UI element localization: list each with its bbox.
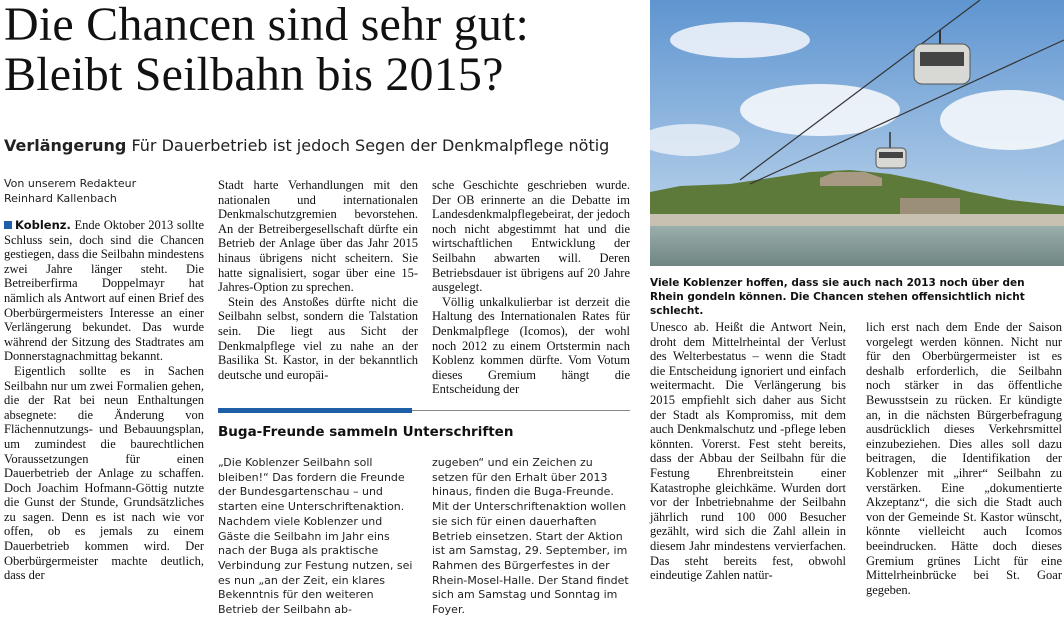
infobox-column-1: „Die Koblenzer Seilbahn soll bleiben!“ Das fordern die Freunde der Bundesgartenschau – und starten eine Unterschriftenaktion. Nachdem viele Koblenzer und Gäste die Seilbahn im Jahr eins nach der Buga als praktische Verbindung zur Festung nutzen, sei es nun „an der Zeit, ein klares Bekenntnis für den weiteren Betrieb der Seilbahn ab- xyxy=(218,456,413,617)
byline-line-1: Von unserem Redakteur xyxy=(4,177,137,190)
headline-line-2: Bleibt Seilbahn bis 2015? xyxy=(4,48,504,101)
infobox-rule xyxy=(412,410,630,411)
subheadline-text: Für Dauerbetrieb ist jedoch Segen der Denkmalpflege nötig xyxy=(131,136,610,155)
article-column-1 xyxy=(4,218,204,583)
article-column-2 xyxy=(218,178,418,382)
riverbank xyxy=(650,214,1064,226)
byline-line-2: Reinhard Kallenbach xyxy=(4,192,117,205)
infobox-column-2: zugeben“ und ein Zeichen zu setzen für den Erhalt über 2013 hinaus, finden die Buga-Freunde. Mit der Unterschriftenaktion wollen sie sich für einen dauerhaften Betrieb einsetzen. Start der Aktion ist am Samstag, 29. September, im Rahmen des Bürgerfestes in der Rhein-Mosel-Halle. Der Stand findet sich am Samstag und Sonntag im Foyer. xyxy=(432,456,629,617)
byline xyxy=(4,176,136,206)
article-paragraph: lich erst nach dem Ende der Saison vorgelegt werden können. Nicht nur für den Oberbürgermeister ist es deshalb erforderlich, die Seilbahn noch stärker in das öffentliche Bewusstsein zu rücken. Er kündigte an, in die nächsten Bürgerbefragung ausdrücklich dieses Verkehrsmittel einzubeziehen. Dies alles soll dazu beitragen, die Identifikation der Koblenzer mit „ihrer“ Seilbahn zu verstärken. Eine „dokumentierte Akzeptanz“, die sich die Stadt auch von der Gemeinde St. Kastor wünscht, könnte vielleicht auch Icomos beeindrucken. Hätte doch dieses Gremium grünes Licht für eine Mittelrheinbrücke bei St. Goar gegeben. xyxy=(866,320,1062,597)
article-paragraph: Unesco ab. Heißt die Antwort Nein, droht dem Mittelrheintal der Verlust des Welterbestatus – wenn die Stadt die Entscheidung ignoriert und einfach weitermacht. Die Verlängerung bis 2015 empfiehlt sich daher aus Sicht der Stadt als Kompromiss, mit dem auch Denkmalschutz und -pflege leben könnten. Vorerst. Fest steht bereits, dass der Abbau der Seilbahn für die Festung Ehrenbreitstein einer Katastrophe gleichkäme. Wurden dort vor der Inbetriebnahme der Seilbahn jährlich rund 100 000 Besucher gezählt, wird sich die Zahl allein in diesem Jahr mindestens vervierfachen. Das steht bereits fest, obwohl eindeutige Zahlen natür- xyxy=(650,320,846,583)
article-text: Ende Oktober 2013 sollte Schluss sein, doch sind die Chancen gestiegen, dass die Seilbahn mindestens zwei Jahre länger steht. Die Betreiberfirma Doppelmayr hat nämlich als Antwort auf einen Brief des Oberbürgermeisters Interesse an einer Verlängerung bekundet. Das wurde während der Sitzung des Stadtrates am Donnerstagnachmittag bekannt. xyxy=(4,218,204,364)
article-column-4 xyxy=(650,320,846,583)
infobox-accent-bar xyxy=(218,408,412,413)
gondola-window xyxy=(879,152,903,158)
photo-illustration xyxy=(650,0,1064,266)
cable-car-photo xyxy=(650,0,1064,266)
infobox-title: Buga-Freunde sammeln Unterschriften xyxy=(218,424,514,440)
cloud xyxy=(670,22,810,58)
article-paragraph xyxy=(4,218,204,364)
gondola-window xyxy=(920,52,964,66)
article-column-5 xyxy=(866,320,1062,597)
article-paragraph: Stadt harte Verhandlungen mit den nationalen und internationalen Denkmalschutzgremien bevorstehen. An der Betreibergesellschaft dürfte ein Betrieb der Anlage über das Jahr 2015 hinaus übrigens nicht scheitern. Sie hatte signalisiert, sogar über eine 15-Jahres-Option zu sprechen. xyxy=(218,178,418,295)
article-paragraph: Stein des Anstoßes dürfte nicht die Seilbahn selbst, sondern die Talstation sein. Die liegt aus Sicht der Denkmalpflege viel zu nahe an der Basilika St. Kastor, in der bekanntlich deutsche und europäi- xyxy=(218,294,418,382)
headline-line-1: Die Chancen sind sehr gut: xyxy=(4,0,530,51)
fortress-wall xyxy=(900,198,960,214)
subheadline-kicker: Verlängerung xyxy=(4,136,127,155)
article-paragraph: Völlig unkalkulierbar ist derzeit die Haltung des Internationalen Rates für Denkmalpflege (Icomos), der wohl noch 2012 zu einem Ortstermin nach Koblenz kommen dürfte. Vom Votum dieses Gremium hängt die Entscheidung der xyxy=(432,294,630,397)
dateline-marker-icon xyxy=(4,221,12,229)
river xyxy=(650,226,1064,266)
dateline: Koblenz. xyxy=(15,218,71,232)
cloud xyxy=(740,84,900,136)
article-paragraph: sche Geschichte geschrieben wurde. Der OB erinnerte an die Debatte im Landesdenkmalpflegebeirat, der jedoch noch nicht abgestimmt hat und die wirtschaftlichen Entwicklung der Seilbahn abwarten will. Deren Betriebsdauer ist übrigens auf 20 Jahre ausgelegt. xyxy=(432,178,630,295)
headline xyxy=(4,0,529,100)
article-column-3 xyxy=(432,178,630,397)
article-paragraph: Eigentlich sollte es in Sachen Seilbahn nur um zwei Formalien gehen, die der Rat bei neun Enthaltungen absegnete: die Änderung von Flächennutzungs- und Bebauungsplan, um zumindest die baurechtlichen Voraussetzungen für einen Dauerbetrieb der Anlage zu schaffen. Doch Joachim Hofmann-Göttig nutzte die Gunst der Stunde, Grundsätzliches zu sagen. Denn es ist nach wie vor offen, ob es jemals zu einem Dauerbetrieb kommen wird. Der Oberbürgermeister machte deutlich, dass der xyxy=(4,363,204,583)
photo-caption: Viele Koblenzer hoffen, dass sie auch nach 2013 noch über den Rhein gondeln können. Die Chancen stehen offensichtlich nicht schlecht. xyxy=(650,277,1025,317)
subheadline xyxy=(4,136,609,155)
